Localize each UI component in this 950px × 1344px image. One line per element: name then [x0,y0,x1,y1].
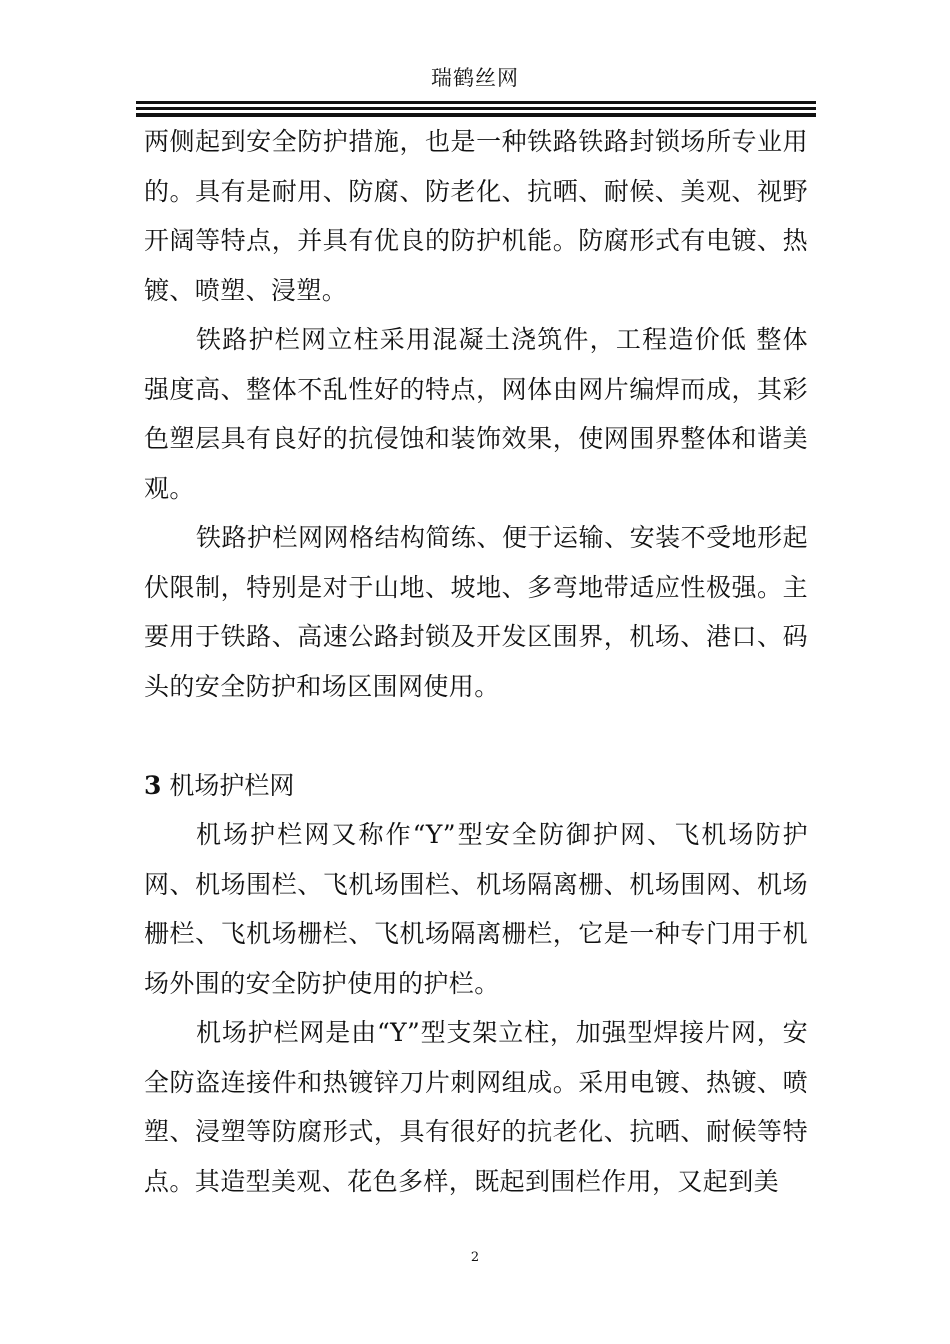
header-rule-top [136,101,816,104]
section-spacer [144,711,808,761]
header-rule-middle [136,107,816,110]
section-heading [144,761,808,811]
section-title: 机场护栏网 [169,770,295,800]
page-number: 2 [470,1250,480,1265]
paragraph-continued: 两侧起到安全防护措施，也是一种铁路铁路封锁场所专业用的。具有是耐用、防腐、防老化、抗晒、耐候、美观、视野开阔等特点，并具有优良的防护机能。防腐形式有电镀、热镀、喷塑、浸塑。 [144,127,808,305]
document-body [144,117,808,1206]
paragraph-column-construction: 铁路护栏网立柱采用混凝土浇筑件，工程造价低 整体强度高、整体不乱性好的特点，网体由网片编焊而成，其彩色塑层具有良好的抗侵蚀和装饰效果，使网围界整体和谐美观。 [144,325,808,503]
paragraph-airport-fence-intro: 机场护栏网又称作“Y”型安全防御护网、飞机场防护网、机场围栏、飞机场围栏、机场隔离栅、机场围网、机场栅栏、飞机场栅栏、飞机场隔离栅栏，它是一种专门用于机场外围的安全防护使用的护栏。 [144,820,808,998]
paragraph-grid-structure: 铁路护栏网网格结构简练、便于运输、安装不受地形起伏限制，特别是对于山地、坡地、多弯地带适应性极强。主要用于铁路、高速公路封锁及开发区围界，机场、港口、码头的安全防护和场区围网使用。 [144,523,808,701]
header-title: 瑞鹤丝网 [431,66,519,90]
section-number: 3 [144,770,162,800]
paragraph-airport-fence-composition: 机场护栏网是由“Y”型支架立柱，加强型焊接片网，安全防盗连接件和热镀锌刀片刺网组成。采用电镀、热镀、喷塑、浸塑等防腐形式，具有很好的抗老化、抗晒、耐候等特点。其造型美观、花色多样，既起到围栏作用，又起到美 [144,1018,808,1196]
